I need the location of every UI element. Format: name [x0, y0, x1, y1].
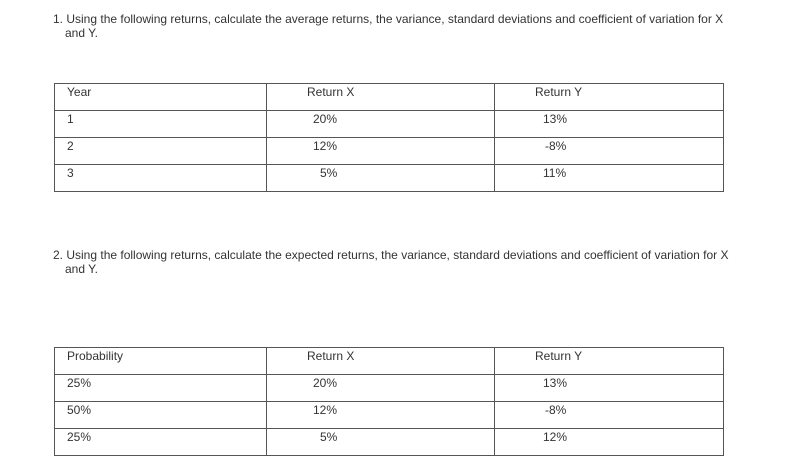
question-1	[53, 12, 793, 40]
table-cell: 13%	[495, 375, 724, 402]
table-cell: 20%	[267, 375, 495, 402]
table-cell: 12%	[495, 429, 724, 456]
question-2	[53, 248, 793, 276]
table-cell: 5%	[267, 165, 495, 192]
table-cell: 25%	[55, 375, 267, 402]
header-probability: Probability	[55, 348, 267, 375]
table-cell: 20%	[267, 111, 495, 138]
header-return-x: Return X	[267, 348, 495, 375]
header-return-x: Return X	[267, 84, 495, 111]
table-row	[55, 138, 724, 165]
table-cell: 12%	[267, 402, 495, 429]
table-cell: 11%	[495, 165, 724, 192]
question-1-line-2: and Y.	[65, 26, 98, 40]
returns-table-2	[54, 347, 724, 456]
table-cell: 1	[55, 111, 267, 138]
table-cell: 25%	[55, 429, 267, 456]
header-year: Year	[55, 84, 267, 111]
table-row	[55, 429, 724, 456]
table-row	[55, 111, 724, 138]
table-cell: 12%	[267, 138, 495, 165]
table-cell: 3	[55, 165, 267, 192]
question-2-line-1: 2. Using the following returns, calculate the expected returns, the variance, standard deviations and coefficient of variation for X	[53, 248, 729, 262]
header-return-y: Return Y	[495, 348, 724, 375]
question-1-line-1: 1. Using the following returns, calculate the average returns, the variance, standard deviations and coefficient of variation for X	[53, 12, 724, 26]
table-header-row	[55, 84, 724, 111]
table-cell: 50%	[55, 402, 267, 429]
question-2-line-2: and Y.	[65, 262, 98, 276]
table-cell: -8%	[495, 138, 724, 165]
table-cell: 5%	[267, 429, 495, 456]
table-row	[55, 402, 724, 429]
table-cell: 2	[55, 138, 267, 165]
header-return-y: Return Y	[495, 84, 724, 111]
table-cell: 13%	[495, 111, 724, 138]
returns-table-1	[54, 83, 724, 192]
table-row	[55, 165, 724, 192]
table-cell: -8%	[495, 402, 724, 429]
table-row	[55, 375, 724, 402]
table-header-row	[55, 348, 724, 375]
